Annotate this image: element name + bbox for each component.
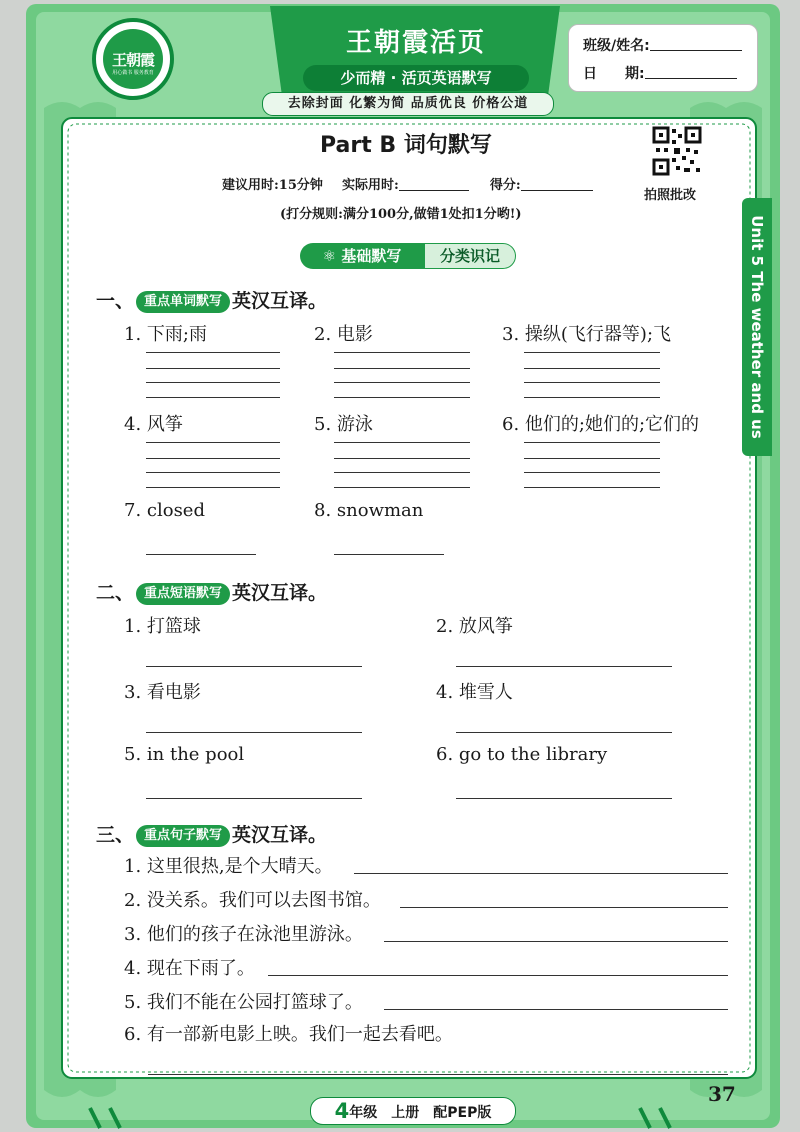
- section-3-number: 三、: [96, 824, 135, 846]
- section-1-title: 英汉互译。: [232, 290, 328, 312]
- sentence-3-answer-line[interactable]: [384, 941, 728, 942]
- brand-banner: [285, 8, 547, 92]
- section-2-number: 二、: [96, 582, 135, 604]
- section-3-heading: [96, 820, 327, 847]
- category-primary: [300, 243, 424, 269]
- word-5-line-1[interactable]: [334, 442, 470, 443]
- date-blank[interactable]: [645, 66, 737, 79]
- word-1-line-4[interactable]: [146, 397, 280, 398]
- logo-badge: [103, 29, 163, 89]
- sentence-4-answer-line[interactable]: [268, 975, 728, 976]
- slogan-strip: 去除封面 化繁为简 品质优良 价格公道: [262, 92, 554, 116]
- date-label: 日 期:: [583, 66, 645, 82]
- sentence-item-6: 6. 有一部新电影上映。我们一起去看吧。: [124, 1024, 453, 1045]
- grade-number: 4: [334, 1099, 350, 1123]
- word-item-5: 5. 游泳: [314, 414, 373, 435]
- score-blank[interactable]: [521, 178, 593, 191]
- class-name-row: [583, 35, 742, 55]
- word-7-answer-line[interactable]: [146, 554, 256, 555]
- suggested-time: 建议用时:15分钟: [222, 178, 323, 193]
- word-1-line-2[interactable]: [146, 368, 280, 369]
- page-title: Part B 词句默写: [320, 133, 492, 158]
- student-info-box: [568, 24, 758, 92]
- qr-label: 拍照批改: [644, 188, 697, 203]
- word-3-line-1[interactable]: [524, 352, 660, 353]
- phrase-item-2: 2. 放风筝: [436, 616, 513, 637]
- actual-time-label: 实际用时:: [341, 178, 399, 193]
- publisher-logo: [92, 18, 174, 100]
- word-6-line-2[interactable]: [524, 458, 660, 459]
- section-2-title: 英汉互译。: [232, 582, 328, 604]
- word-2-line-2[interactable]: [334, 368, 470, 369]
- phrase-item-3: 3. 看电影: [124, 682, 201, 703]
- sentence-item-1: 1. 这里很热,是个大晴天。: [124, 856, 333, 877]
- sentence-6-answer-line[interactable]: [148, 1074, 728, 1075]
- section-2-badge: 重点短语默写: [136, 583, 230, 605]
- phrase-item-4: 4. 堆雪人: [436, 682, 513, 703]
- phrase-item-1: 1. 打篮球: [124, 616, 201, 637]
- word-2-line-1[interactable]: [334, 352, 470, 353]
- sentence-1-answer-line[interactable]: [354, 873, 728, 874]
- date-row: [583, 63, 737, 83]
- grade-label: [310, 1097, 516, 1125]
- word-item-7: 7. closed: [124, 500, 205, 521]
- word-8-answer-line[interactable]: [334, 554, 444, 555]
- section-1-number: 一、: [96, 290, 135, 312]
- phrase-item-5: 5. in the pool: [124, 744, 245, 765]
- sentence-item-4: 4. 现在下雨了。: [124, 958, 255, 979]
- logo-subtext: 用心做书 服务教育: [112, 70, 154, 76]
- word-4-line-2[interactable]: [146, 458, 280, 459]
- word-item-4: 4. 风筝: [124, 414, 183, 435]
- word-item-8: 8. snowman: [314, 500, 424, 521]
- word-item-3: 3. 操纵(飞行器等);飞: [502, 324, 672, 345]
- word-item-6: 6. 他们的;她们的;它们的: [502, 414, 700, 435]
- scoring-rule: (打分规则:满分100分,做错1处扣1分哟!): [280, 207, 522, 222]
- phrase-item-6: 6. go to the library: [436, 744, 608, 765]
- sentence-5-answer-line[interactable]: [384, 1009, 728, 1010]
- word-4-line-4[interactable]: [146, 487, 280, 488]
- score-label: 得分:: [489, 178, 521, 193]
- category-primary-text: 基础默写: [341, 247, 402, 265]
- section-1-badge: 重点单词默写: [136, 291, 230, 313]
- word-item-2: 2. 电影: [314, 324, 373, 345]
- class-name-blank[interactable]: [650, 38, 742, 51]
- phrase-2-answer-line[interactable]: [456, 666, 672, 667]
- section-3-title: 英汉互译。: [232, 824, 328, 846]
- word-5-line-2[interactable]: [334, 458, 470, 459]
- word-2-line-3[interactable]: [334, 382, 470, 383]
- word-3-line-2[interactable]: [524, 368, 660, 369]
- page-number: 37: [708, 1082, 736, 1106]
- sentence-item-3: 3. 他们的孩子在泳池里游泳。: [124, 924, 363, 945]
- word-3-line-4[interactable]: [524, 397, 660, 398]
- section-2-heading: [96, 578, 327, 605]
- word-item-1: 1. 下雨;雨: [124, 324, 207, 345]
- logo-text: 王朝霞: [111, 51, 154, 69]
- phrase-6-answer-line[interactable]: [456, 798, 672, 799]
- category-secondary: 分类识记: [424, 243, 516, 269]
- word-5-line-4[interactable]: [334, 487, 470, 488]
- sentence-2-answer-line[interactable]: [400, 907, 728, 908]
- actual-time-blank[interactable]: [399, 178, 469, 191]
- word-6-line-3[interactable]: [524, 472, 660, 473]
- medal-icon: ⚛: [322, 247, 342, 265]
- section-1-heading: [96, 286, 327, 313]
- word-6-line-4[interactable]: [524, 487, 660, 488]
- word-1-line-3[interactable]: [146, 382, 280, 383]
- section-3-badge: 重点句子默写: [136, 825, 230, 847]
- brand-subtitle: 少而精 · 活页英语默写: [303, 65, 529, 91]
- brand-title: 王朝霞活页: [345, 28, 486, 58]
- phrase-1-answer-line[interactable]: [146, 666, 362, 667]
- class-name-label: 班级/姓名:: [583, 38, 650, 54]
- timing-row: [222, 174, 593, 193]
- word-6-line-1[interactable]: [524, 442, 660, 443]
- word-4-line-3[interactable]: [146, 472, 280, 473]
- word-3-line-3[interactable]: [524, 382, 660, 383]
- word-5-line-3[interactable]: [334, 472, 470, 473]
- qr-code-icon[interactable]: [652, 126, 702, 176]
- sentence-item-5: 5. 我们不能在公园打篮球了。: [124, 992, 363, 1013]
- word-2-line-4[interactable]: [334, 397, 470, 398]
- word-4-line-1[interactable]: [146, 442, 280, 443]
- phrase-3-answer-line[interactable]: [146, 732, 362, 733]
- phrase-5-answer-line[interactable]: [146, 798, 362, 799]
- grade-text: 年级 上册 配PEP版: [349, 1105, 492, 1121]
- unit-side-label: Unit 5 The weather and us: [748, 215, 766, 439]
- phrase-4-answer-line[interactable]: [456, 732, 672, 733]
- word-1-line-1[interactable]: [146, 352, 280, 353]
- sentence-item-2: 2. 没关系。我们可以去图书馆。: [124, 890, 381, 911]
